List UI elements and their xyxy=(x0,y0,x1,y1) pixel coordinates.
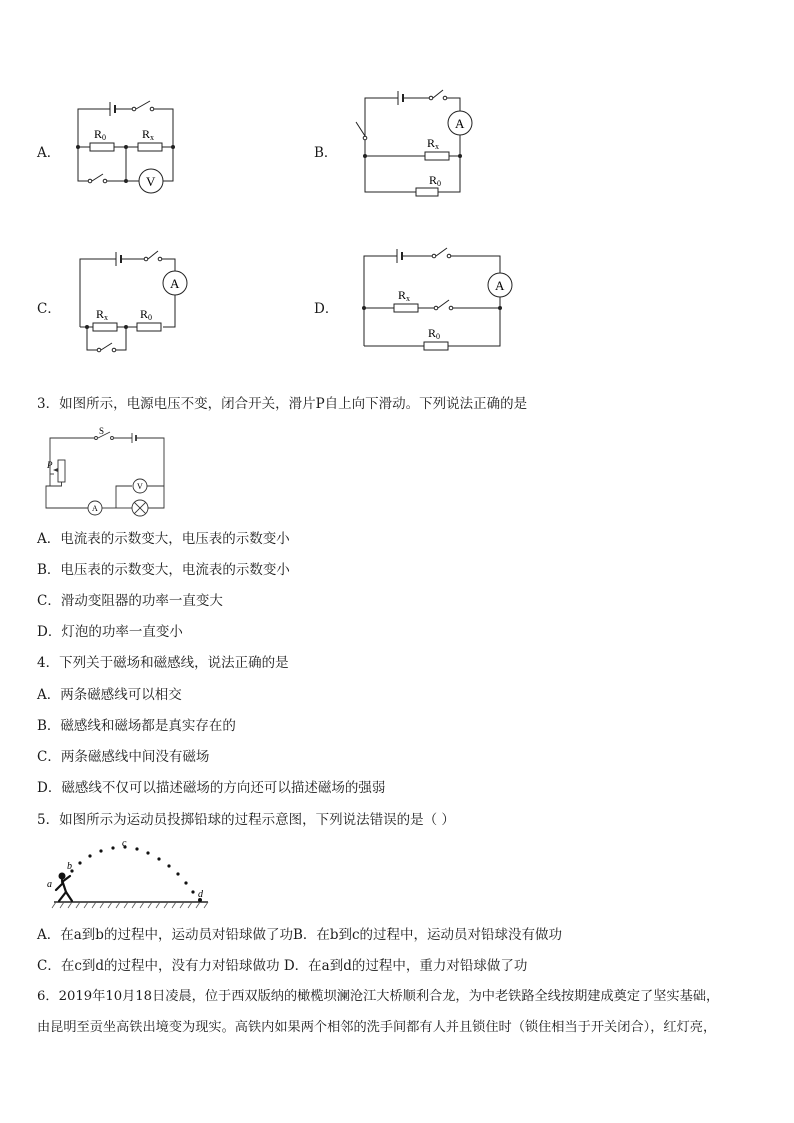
d-r0-label: R xyxy=(428,326,437,340)
d-ammeter-letter: A xyxy=(495,278,505,293)
c-ammeter-letter: A xyxy=(170,276,180,291)
q5-point-b: b xyxy=(67,861,72,872)
q5-point-d: d xyxy=(198,889,203,900)
q6-line1: 6．2019年10月18日凌晨，位于西双版纳的橄榄坝澜沧江大桥顺利合龙，为中老铁路全线按期建成奠定了坚实基础， xyxy=(37,989,720,1004)
q5-options-line1: A．在a到b的过程中，运动员对铅球做了功B．在b到c的过程中，运动员对铅球没有做功 xyxy=(37,927,563,943)
q3-option-b: B．电压表的示数变大，电流表的示数变小 xyxy=(37,562,290,578)
d-rx-label: R xyxy=(398,288,407,302)
q3-slider-label: P xyxy=(47,460,53,470)
q3-option-d: D．灯泡的功率一直变小 xyxy=(37,624,183,640)
c-rx-sub: x xyxy=(104,313,108,322)
a-rx-sub: x xyxy=(150,133,154,142)
option-a-label: A． xyxy=(37,145,61,161)
q4-option-b: B．磁感线和磁场都是真实存在的 xyxy=(37,718,236,734)
q3-option-c: C．滑动变阻器的功率一直变大 xyxy=(37,593,223,609)
q4-stem: 4．下列关于磁场和磁感线，说法正确的是 xyxy=(37,655,289,671)
q4-option-a: A．两条磁感线可以相交 xyxy=(37,687,182,703)
b-rx-label: R xyxy=(427,136,436,150)
q4-option-c: C．两条磁感线中间没有磁场 xyxy=(37,749,210,765)
q3-ammeter-letter: A xyxy=(92,504,98,513)
option-d-label: D． xyxy=(314,301,339,317)
q3-switch-label: S xyxy=(99,426,105,436)
c-r0-sub: 0 xyxy=(148,313,152,322)
q3-circuit-figure xyxy=(40,424,172,520)
a-rx-label: R xyxy=(142,127,151,141)
circuit-a-diagram xyxy=(70,92,182,196)
d-r0-sub: 0 xyxy=(436,332,440,341)
circuit-d-diagram xyxy=(354,244,520,356)
b-r0-sub: 0 xyxy=(437,179,441,188)
q3-stem: 3．如图所示，电源电压不变，闭合开关，滑片P自上向下滑动。下列说法正确的是 xyxy=(37,396,528,412)
q5-point-a: a xyxy=(47,879,52,890)
q5-options-line2: C．在c到d的过程中，没有力对铅球做功 D．在a到d的过程中，重力对铅球做了功 xyxy=(37,958,528,974)
d-rx-sub: x xyxy=(406,294,410,303)
q6-line2: 由昆明至贡坐高铁出境变为现实。高铁内如果两个相邻的洗手间都有人并且锁住时（锁住相当于开关闭合），红灯亮， xyxy=(37,1020,717,1035)
b-ammeter-letter: A xyxy=(455,116,465,131)
q5-stem: 5．如图所示为运动员投掷铅球的过程示意图，下列说法错误的是（ ） xyxy=(37,812,455,828)
a-r0-sub: 0 xyxy=(102,133,106,142)
q5-point-c: c xyxy=(122,838,127,849)
q4-option-d: D．磁感线不仅可以描述磁场的方向还可以描述磁场的强弱 xyxy=(37,780,386,796)
q5-shotput-figure xyxy=(42,838,214,912)
c-r0-label: R xyxy=(140,307,149,321)
b-rx-sub: x xyxy=(435,142,439,151)
a-voltmeter-letter: V xyxy=(146,174,156,189)
q3-voltmeter-letter: V xyxy=(137,482,143,491)
option-c-label: C． xyxy=(37,301,61,317)
circuit-b-diagram xyxy=(345,84,477,200)
a-r0-label: R xyxy=(94,127,103,141)
option-b-label: B． xyxy=(314,145,338,161)
circuit-c-diagram xyxy=(70,244,196,356)
c-rx-label: R xyxy=(96,307,105,321)
q3-option-a: A．电流表的示数变大，电压表的示数变小 xyxy=(37,531,290,547)
b-r0-label: R xyxy=(429,173,438,187)
